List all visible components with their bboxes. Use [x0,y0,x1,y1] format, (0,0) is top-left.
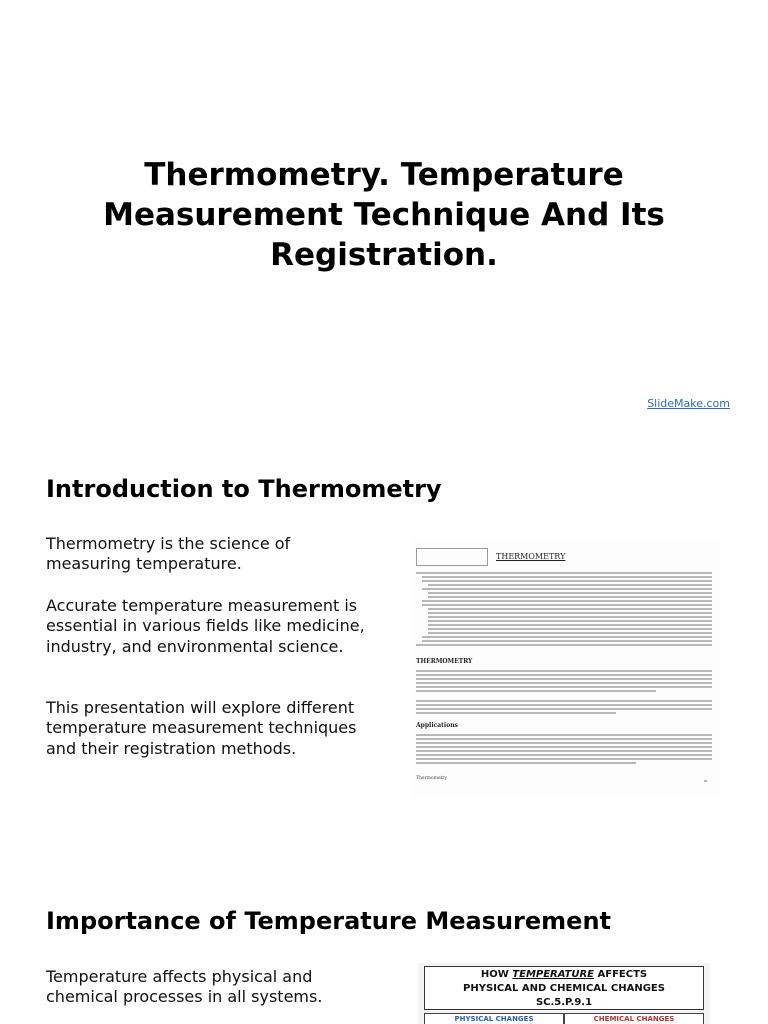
chemical-changes-column: CHEMICAL CHANGES [564,1013,704,1024]
doc-logo-box [416,548,488,566]
doc-section-label: THERMOMETRY [416,658,473,665]
slidemake-link[interactable]: SlideMake.com [647,397,730,410]
thermometry-document-image [412,540,720,796]
temperature-changes-image [418,963,710,1024]
intro-paragraph-3: This presentation will explore different temperature measurement techniques and their registration methods. [46,698,357,758]
doc-footer: Thermometry [416,776,448,781]
physical-changes-column: PHYSICAL CHANGES [424,1013,564,1024]
page-title: Thermometry. Temperature Measurement Technique And Its Registration. [103,157,665,273]
doc-header: THERMOMETRY [496,552,566,561]
intro-paragraph-1: Thermometry is the science of measuring temperature. [46,534,291,574]
section-heading-importance: Importance of Temperature Measurement [46,907,612,935]
section-heading-introduction: Introduction to Thermometry [46,475,442,503]
changes-title-box: HOW TEMPERATURE AFFECTS PHYSICAL AND CHEMICAL CHANGES SC.5.P.9.1 [424,966,704,1010]
doc-subsection-label: Applications [416,722,458,729]
intro-paragraph-2: Accurate temperature measurement is essential in various fields like medicine, industry, and environmental science. [46,596,365,656]
importance-paragraph-1: Temperature affects physical and chemical processes in all systems. [46,967,323,1007]
